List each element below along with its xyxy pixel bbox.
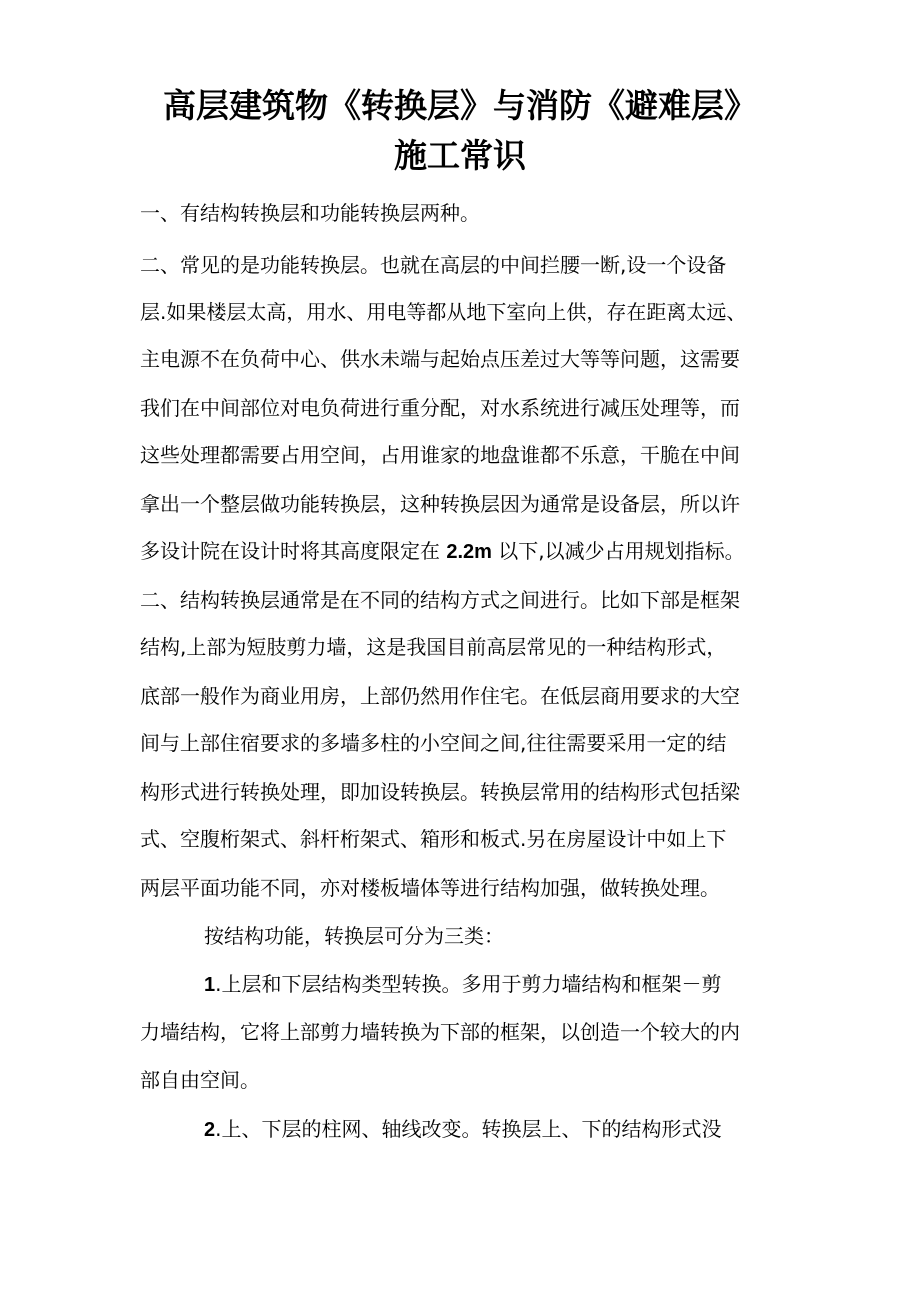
paragraph-line: 结构,上部为短肢剪力墙，这是我国目前高层常见的一种结构形式， xyxy=(140,635,727,659)
paragraph-line: 主电源不在负荷中心、供水未端与起始点压差过大等等问题，这需要 xyxy=(140,347,740,371)
paragraph-line: 我们在中间部位对电负荷进行重分配，对水系统进行减压处理等，而 xyxy=(140,396,740,420)
paragraph-line: 二、常见的是功能转换层。也就在高层的中间拦腰一断,设一个设备 xyxy=(140,253,727,277)
list-number: 2 xyxy=(204,1119,216,1141)
paragraph-line: 一、有结构转换层和功能转换层两种。 xyxy=(140,201,480,225)
list-item-text: .上、下层的柱网、轴线改变。转换层上、下的结构形式没 xyxy=(215,1117,722,1141)
document-title-line-1: 高层建筑物《转换层》与消防《避难层》 xyxy=(163,86,757,125)
list-item-1 xyxy=(204,969,721,1000)
paragraph-line: 层.如果楼层太高，用水、用电等都从地下室向上供，存在距离太远、 xyxy=(140,300,747,324)
paragraph-line: 部自由空间。 xyxy=(140,1068,260,1092)
paragraph-line: 底部一般作为商业用房，上部仍然用作住宅。在低层商用要求的大空 xyxy=(140,684,740,708)
height-limit-value: 2.2m xyxy=(446,541,492,563)
paragraph-line-indented: 按结构功能，转换层可分为三类： xyxy=(204,924,504,948)
line-prefix: 多设计院在设计时将其高度限定在 xyxy=(140,539,447,563)
paragraph-line: 两层平面功能不同，亦对楼板墙体等进行结构加强，做转换处理。 xyxy=(140,876,720,900)
list-number: 1 xyxy=(204,974,216,996)
document-title-line-2: 施工常识 xyxy=(394,136,526,175)
paragraph-line: 间与上部住宿要求的多墙多柱的小空间之间,往往需要采用一定的结 xyxy=(140,731,727,755)
line-suffix: 以下,以减少占用规划指标。 xyxy=(491,539,745,563)
list-item-2 xyxy=(204,1114,721,1145)
paragraph-line: 二、结构转换层通常是在不同的结构方式之间进行。比如下部是框架 xyxy=(140,588,740,612)
paragraph-line: 拿出一个整层做功能转换层，这种转换层因为通常是设备层，所以许 xyxy=(140,492,740,516)
paragraph-line: 这些处理都需要占用空间，占用谁家的地盘谁都不乐意，干脆在中间 xyxy=(140,443,740,467)
paragraph-line-height-limit xyxy=(140,536,745,567)
paragraph-line: 式、空腹桁架式、斜杆桁架式、箱形和板式.另在房屋设计中如上下 xyxy=(140,827,727,851)
paragraph-line: 构形式进行转换处理，即加设转换层。转换层常用的结构形式包括梁 xyxy=(140,780,740,804)
list-item-text: .上层和下层结构类型转换。多用于剪力墙结构和框架－剪 xyxy=(215,972,722,996)
paragraph-line: 力墙结构，它将上部剪力墙转换为下部的框架，以创造一个较大的内 xyxy=(140,1020,740,1044)
